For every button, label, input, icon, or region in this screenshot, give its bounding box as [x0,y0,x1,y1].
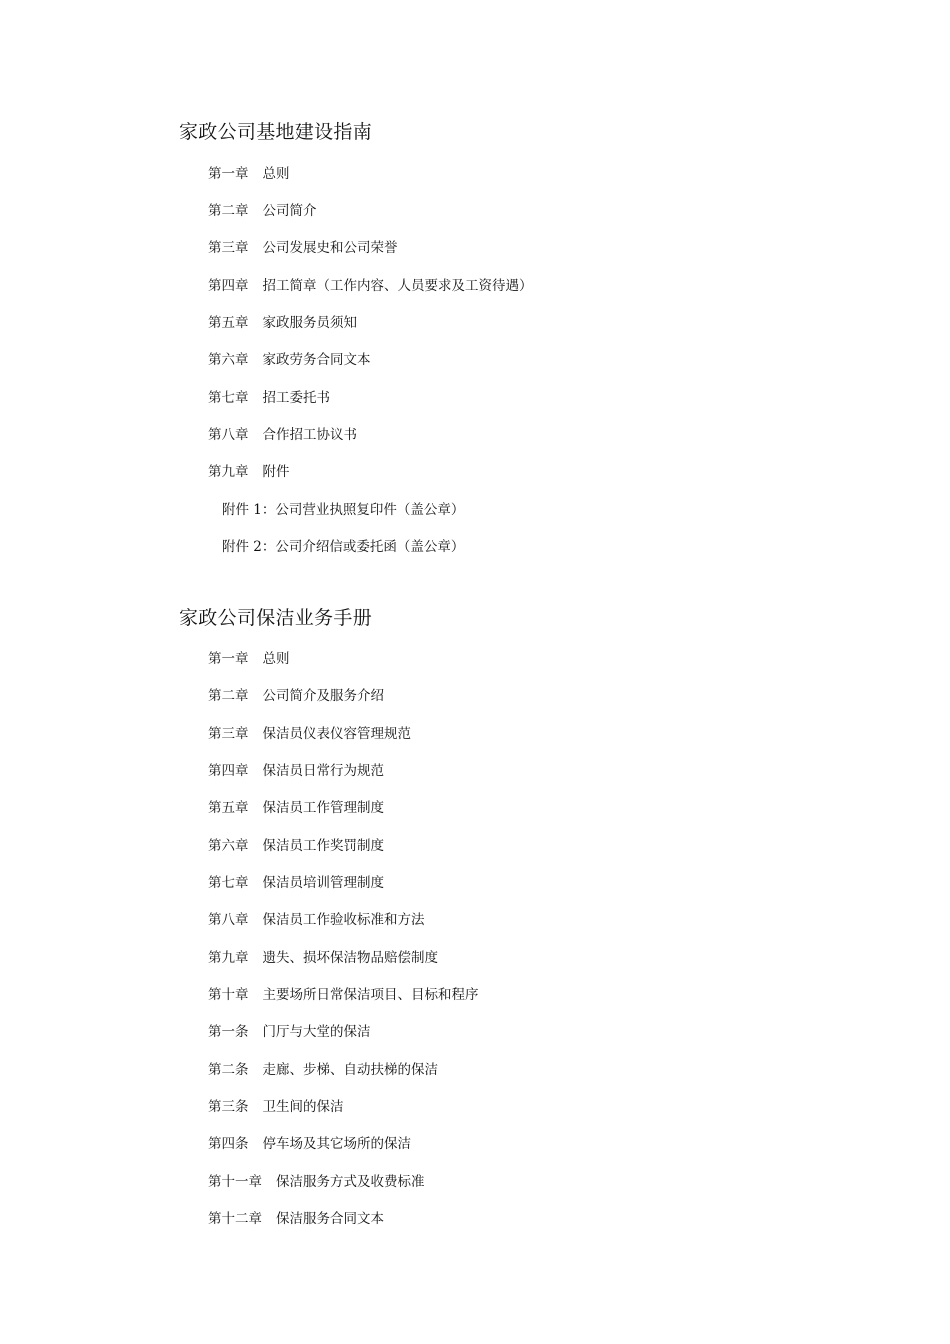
chapter-title: 保洁员工作管理制度 [262,800,384,816]
chapter-title: 遗失、损坏保洁物品赔偿制度 [262,950,438,966]
chapter-title: 保洁服务合同文本 [276,1211,384,1227]
chapter-title: 合作招工协议书 [262,427,357,443]
chapter-number: 第一章 [208,166,249,182]
chapter-number: 第四章 [208,763,249,779]
toc-entry [208,202,317,220]
attachment-title: 公司介绍信或委托函（盖公章） [275,539,465,555]
chapter-title: 家政劳务合同文本 [262,352,371,368]
toc-article-entry [208,1023,371,1041]
chapter-title: 主要场所日常保洁项目、目标和程序 [262,987,479,1003]
article-title: 走廊、步梯、自动扶梯的保洁 [262,1062,438,1078]
chapter-title: 保洁员仪表仪容管理规范 [262,726,411,742]
attachment-number: 附件 2： [222,539,276,555]
chapter-number: 第十一章 [208,1174,262,1190]
chapter-title: 保洁员工作奖罚制度 [262,838,384,854]
chapter-number: 第五章 [208,315,249,331]
toc-entry [208,949,438,967]
chapter-title: 保洁员工作验收标准和方法 [262,912,425,928]
toc-entry [208,351,371,369]
article-number: 第四条 [208,1136,249,1152]
article-title: 卫生间的保洁 [262,1099,344,1115]
toc-entry [208,837,384,855]
chapter-number: 第三章 [208,240,249,256]
chapter-title: 保洁员培训管理制度 [262,875,384,891]
chapter-title: 总则 [262,166,290,182]
chapter-title: 公司简介 [262,203,317,219]
chapter-number: 第九章 [208,464,249,480]
toc-entry [208,799,384,817]
toc-entry [208,277,533,295]
section-title: 家政公司基地建设指南 [179,121,373,143]
toc-entry [208,762,384,780]
chapter-title: 公司发展史和公司荣誉 [262,240,398,256]
chapter-number: 第七章 [208,390,249,406]
chapter-title: 保洁员日常行为规范 [262,763,384,779]
toc-entry [208,314,357,332]
toc-entry [208,1173,425,1191]
chapter-number: 第八章 [208,427,249,443]
chapter-number: 第九章 [208,950,249,966]
attachment-title: 公司营业执照复印件（盖公章） [275,502,465,518]
chapter-title: 招工委托书 [262,390,330,406]
toc-attachment-entry [222,538,464,556]
chapter-title: 保洁服务方式及收费标准 [276,1174,425,1190]
chapter-number: 第七章 [208,875,249,891]
toc-article-entry [208,1098,344,1116]
chapter-number: 第三章 [208,726,249,742]
toc-entry [208,687,384,705]
toc-entry [208,389,330,407]
chapter-number: 第二章 [208,203,249,219]
toc-entry [208,874,384,892]
toc-entry [208,650,290,668]
attachment-number: 附件 1： [222,502,276,518]
toc-entry [208,463,290,481]
toc-entry [208,165,290,183]
toc-entry [208,426,357,444]
article-number: 第三条 [208,1099,249,1115]
toc-entry [208,986,479,1004]
chapter-title: 总则 [262,651,290,667]
toc-attachment-entry [222,501,464,519]
chapter-number: 第六章 [208,838,249,854]
chapter-number: 第八章 [208,912,249,928]
chapter-title: 家政服务员须知 [262,315,357,331]
chapter-number: 第二章 [208,688,249,704]
chapter-number: 第一章 [208,651,249,667]
article-title: 门厅与大堂的保洁 [262,1024,371,1040]
article-number: 第一条 [208,1024,249,1040]
chapter-title: 公司简介及服务介绍 [262,688,384,704]
toc-entry [208,1210,384,1228]
chapter-number: 第五章 [208,800,249,816]
chapter-number: 第四章 [208,278,249,294]
chapter-number: 第十章 [208,987,249,1003]
chapter-title: 附件 [262,464,290,480]
chapter-number: 第六章 [208,352,249,368]
chapter-number: 第十二章 [208,1211,262,1227]
article-number: 第二条 [208,1062,249,1078]
toc-entry [208,911,425,929]
toc-entry [208,239,398,257]
article-title: 停车场及其它场所的保洁 [262,1136,411,1152]
toc-article-entry [208,1061,438,1079]
toc-entry [208,725,411,743]
toc-article-entry [208,1135,411,1153]
section-title: 家政公司保洁业务手册 [179,607,373,629]
chapter-title: 招工简章（工作内容、人员要求及工资待遇） [262,278,533,294]
